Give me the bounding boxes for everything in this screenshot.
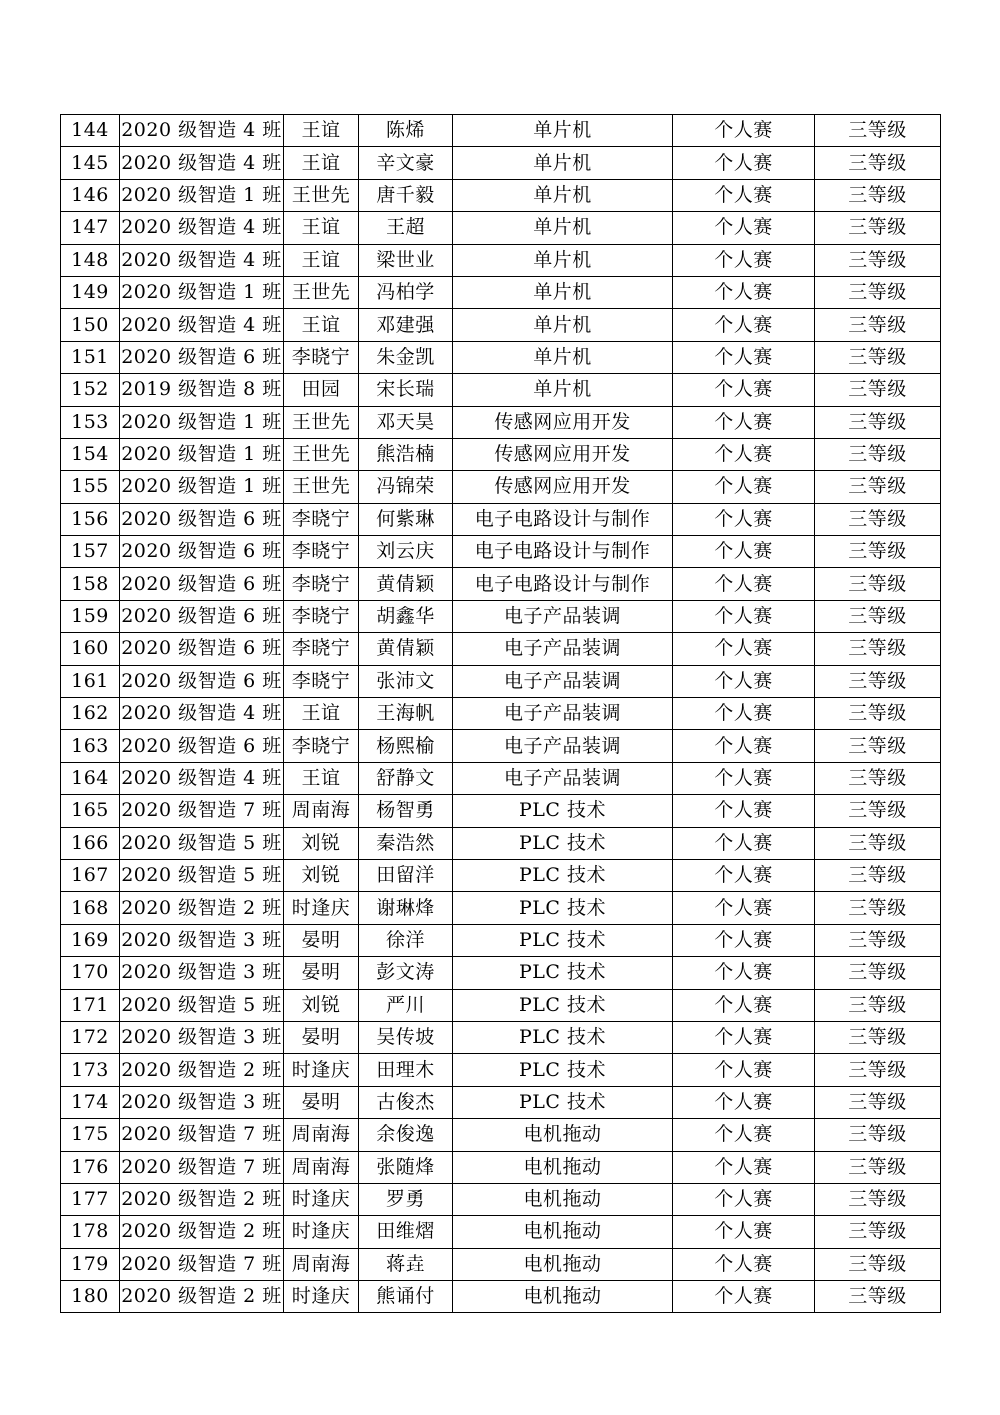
award-level-cell: 三等级: [815, 665, 941, 697]
competition-type-cell: 个人赛: [673, 276, 815, 308]
teacher-cell: 晏明: [284, 1021, 359, 1053]
table-row: [61, 503, 941, 535]
row-number-cell: 176: [61, 1151, 120, 1183]
row-number-cell: 167: [61, 859, 120, 891]
award-level-cell: 三等级: [815, 1119, 941, 1151]
class-cell: 2020 级智造 4 班: [120, 309, 284, 341]
student-name-cell: 刘云庆: [359, 536, 453, 568]
table-row: [61, 1216, 941, 1248]
table-row: [61, 633, 941, 665]
row-number-cell: 170: [61, 957, 120, 989]
student-name-cell: 田理木: [359, 1054, 453, 1086]
competition-type-cell: 个人赛: [673, 115, 815, 147]
event-cell: 电子产品装调: [453, 633, 673, 665]
competition-type-cell: 个人赛: [673, 1216, 815, 1248]
competition-type-cell: 个人赛: [673, 1054, 815, 1086]
event-cell: PLC 技术: [453, 859, 673, 891]
award-level-cell: 三等级: [815, 1281, 941, 1313]
award-level-cell: 三等级: [815, 179, 941, 211]
table-row: [61, 536, 941, 568]
student-name-cell: 邓建强: [359, 309, 453, 341]
teacher-cell: 王世先: [284, 406, 359, 438]
award-level-cell: 三等级: [815, 1021, 941, 1053]
competition-type-cell: 个人赛: [673, 924, 815, 956]
student-name-cell: 辛文豪: [359, 147, 453, 179]
event-cell: 电机拖动: [453, 1216, 673, 1248]
teacher-cell: 李晓宁: [284, 600, 359, 632]
competition-type-cell: 个人赛: [673, 212, 815, 244]
table-row: [61, 212, 941, 244]
class-cell: 2020 级智造 1 班: [120, 471, 284, 503]
row-number-cell: 171: [61, 989, 120, 1021]
award-level-cell: 三等级: [815, 212, 941, 244]
row-number-cell: 150: [61, 309, 120, 341]
student-name-cell: 陈烯: [359, 115, 453, 147]
event-cell: 电机拖动: [453, 1119, 673, 1151]
student-name-cell: 王海帆: [359, 698, 453, 730]
table-row: [61, 827, 941, 859]
table-row: [61, 374, 941, 406]
teacher-cell: 晏明: [284, 924, 359, 956]
table-row: [61, 438, 941, 470]
row-number-cell: 164: [61, 762, 120, 794]
table-row: [61, 115, 941, 147]
award-level-cell: 三等级: [815, 276, 941, 308]
row-number-cell: 151: [61, 341, 120, 373]
teacher-cell: 时逢庆: [284, 1183, 359, 1215]
competition-type-cell: 个人赛: [673, 179, 815, 211]
competition-type-cell: 个人赛: [673, 1021, 815, 1053]
teacher-cell: 时逢庆: [284, 1054, 359, 1086]
student-name-cell: 谢琳烽: [359, 892, 453, 924]
competition-type-cell: 个人赛: [673, 1086, 815, 1118]
event-cell: 传感网应用开发: [453, 438, 673, 470]
competition-type-cell: 个人赛: [673, 698, 815, 730]
competition-type-cell: 个人赛: [673, 665, 815, 697]
competition-type-cell: 个人赛: [673, 374, 815, 406]
teacher-cell: 周南海: [284, 1248, 359, 1280]
award-level-cell: 三等级: [815, 471, 941, 503]
teacher-cell: 晏明: [284, 1086, 359, 1118]
student-name-cell: 何紫琳: [359, 503, 453, 535]
competition-type-cell: 个人赛: [673, 989, 815, 1021]
class-cell: 2020 级智造 5 班: [120, 989, 284, 1021]
competition-type-cell: 个人赛: [673, 568, 815, 600]
competition-type-cell: 个人赛: [673, 633, 815, 665]
event-cell: 电子产品装调: [453, 698, 673, 730]
teacher-cell: 王谊: [284, 115, 359, 147]
award-level-cell: 三等级: [815, 795, 941, 827]
class-cell: 2020 级智造 2 班: [120, 1183, 284, 1215]
class-cell: 2020 级智造 7 班: [120, 1151, 284, 1183]
row-number-cell: 152: [61, 374, 120, 406]
award-level-cell: 三等级: [815, 924, 941, 956]
class-cell: 2020 级智造 2 班: [120, 892, 284, 924]
student-name-cell: 吴传坡: [359, 1021, 453, 1053]
competition-type-cell: 个人赛: [673, 341, 815, 373]
event-cell: 单片机: [453, 276, 673, 308]
class-cell: 2020 级智造 3 班: [120, 1021, 284, 1053]
teacher-cell: 周南海: [284, 1151, 359, 1183]
competition-type-cell: 个人赛: [673, 730, 815, 762]
row-number-cell: 162: [61, 698, 120, 730]
event-cell: 传感网应用开发: [453, 406, 673, 438]
table-row: [61, 309, 941, 341]
row-number-cell: 145: [61, 147, 120, 179]
row-number-cell: 166: [61, 827, 120, 859]
award-level-cell: 三等级: [815, 762, 941, 794]
row-number-cell: 177: [61, 1183, 120, 1215]
student-name-cell: 王超: [359, 212, 453, 244]
competition-type-cell: 个人赛: [673, 147, 815, 179]
award-level-cell: 三等级: [815, 536, 941, 568]
event-cell: 电子电路设计与制作: [453, 503, 673, 535]
student-name-cell: 罗勇: [359, 1183, 453, 1215]
table-row: [61, 1086, 941, 1118]
row-number-cell: 179: [61, 1248, 120, 1280]
table-row: [61, 1119, 941, 1151]
award-level-cell: 三等级: [815, 568, 941, 600]
row-number-cell: 168: [61, 892, 120, 924]
teacher-cell: 李晓宁: [284, 568, 359, 600]
student-name-cell: 熊诵付: [359, 1281, 453, 1313]
student-name-cell: 熊浩楠: [359, 438, 453, 470]
award-level-cell: 三等级: [815, 827, 941, 859]
competition-type-cell: 个人赛: [673, 795, 815, 827]
teacher-cell: 周南海: [284, 1119, 359, 1151]
event-cell: 单片机: [453, 244, 673, 276]
event-cell: 单片机: [453, 147, 673, 179]
event-cell: 单片机: [453, 309, 673, 341]
row-number-cell: 175: [61, 1119, 120, 1151]
teacher-cell: 王谊: [284, 212, 359, 244]
event-cell: 单片机: [453, 212, 673, 244]
student-name-cell: 张随烽: [359, 1151, 453, 1183]
row-number-cell: 165: [61, 795, 120, 827]
award-level-cell: 三等级: [815, 989, 941, 1021]
award-level-cell: 三等级: [815, 1216, 941, 1248]
table-row: [61, 600, 941, 632]
student-name-cell: 胡鑫华: [359, 600, 453, 632]
table-row: [61, 1021, 941, 1053]
award-level-cell: 三等级: [815, 374, 941, 406]
event-cell: PLC 技术: [453, 827, 673, 859]
student-name-cell: 蒋垚: [359, 1248, 453, 1280]
teacher-cell: 王谊: [284, 309, 359, 341]
event-cell: PLC 技术: [453, 1054, 673, 1086]
class-cell: 2020 级智造 3 班: [120, 924, 284, 956]
row-number-cell: 153: [61, 406, 120, 438]
competition-type-cell: 个人赛: [673, 503, 815, 535]
teacher-cell: 王世先: [284, 179, 359, 211]
event-cell: 电机拖动: [453, 1248, 673, 1280]
teacher-cell: 刘锐: [284, 827, 359, 859]
class-cell: 2020 级智造 4 班: [120, 698, 284, 730]
student-name-cell: 古俊杰: [359, 1086, 453, 1118]
competition-type-cell: 个人赛: [673, 471, 815, 503]
award-level-cell: 三等级: [815, 730, 941, 762]
table-row: [61, 244, 941, 276]
award-level-cell: 三等级: [815, 438, 941, 470]
student-name-cell: 徐洋: [359, 924, 453, 956]
teacher-cell: 王世先: [284, 276, 359, 308]
class-cell: 2020 级智造 1 班: [120, 179, 284, 211]
award-level-cell: 三等级: [815, 115, 941, 147]
table-row: [61, 892, 941, 924]
award-level-cell: 三等级: [815, 406, 941, 438]
class-cell: 2020 级智造 6 班: [120, 341, 284, 373]
row-number-cell: 144: [61, 115, 120, 147]
row-number-cell: 157: [61, 536, 120, 568]
table-row: [61, 471, 941, 503]
table-row: [61, 406, 941, 438]
student-name-cell: 黄倩颖: [359, 633, 453, 665]
class-cell: 2020 级智造 7 班: [120, 1248, 284, 1280]
teacher-cell: 王世先: [284, 438, 359, 470]
event-cell: 单片机: [453, 374, 673, 406]
class-cell: 2020 级智造 3 班: [120, 957, 284, 989]
student-name-cell: 黄倩颖: [359, 568, 453, 600]
table-row: [61, 147, 941, 179]
student-name-cell: 严川: [359, 989, 453, 1021]
class-cell: 2020 级智造 6 班: [120, 568, 284, 600]
row-number-cell: 148: [61, 244, 120, 276]
class-cell: 2020 级智造 4 班: [120, 147, 284, 179]
class-cell: 2020 级智造 6 班: [120, 600, 284, 632]
teacher-cell: 时逢庆: [284, 1216, 359, 1248]
competition-type-cell: 个人赛: [673, 892, 815, 924]
row-number-cell: 174: [61, 1086, 120, 1118]
table-row: [61, 859, 941, 891]
student-name-cell: 田维熠: [359, 1216, 453, 1248]
competition-type-cell: 个人赛: [673, 1119, 815, 1151]
award-level-cell: 三等级: [815, 957, 941, 989]
competition-type-cell: 个人赛: [673, 957, 815, 989]
class-cell: 2020 级智造 4 班: [120, 762, 284, 794]
teacher-cell: 晏明: [284, 957, 359, 989]
table-row: [61, 568, 941, 600]
student-name-cell: 朱金凯: [359, 341, 453, 373]
award-level-cell: 三等级: [815, 341, 941, 373]
class-cell: 2020 级智造 6 班: [120, 633, 284, 665]
event-cell: 电子电路设计与制作: [453, 568, 673, 600]
award-level-cell: 三等级: [815, 244, 941, 276]
class-cell: 2020 级智造 6 班: [120, 665, 284, 697]
teacher-cell: 刘锐: [284, 859, 359, 891]
award-level-cell: 三等级: [815, 633, 941, 665]
student-name-cell: 秦浩然: [359, 827, 453, 859]
class-cell: 2020 级智造 7 班: [120, 795, 284, 827]
competition-type-cell: 个人赛: [673, 244, 815, 276]
event-cell: 单片机: [453, 179, 673, 211]
row-number-cell: 147: [61, 212, 120, 244]
teacher-cell: 李晓宁: [284, 503, 359, 535]
award-level-cell: 三等级: [815, 503, 941, 535]
row-number-cell: 180: [61, 1281, 120, 1313]
event-cell: 单片机: [453, 341, 673, 373]
event-cell: PLC 技术: [453, 795, 673, 827]
class-cell: 2020 级智造 3 班: [120, 1086, 284, 1118]
row-number-cell: 155: [61, 471, 120, 503]
award-level-cell: 三等级: [815, 698, 941, 730]
class-cell: 2020 级智造 2 班: [120, 1216, 284, 1248]
competition-type-cell: 个人赛: [673, 1248, 815, 1280]
table-row: [61, 1054, 941, 1086]
event-cell: 电子电路设计与制作: [453, 536, 673, 568]
class-cell: 2020 级智造 6 班: [120, 730, 284, 762]
teacher-cell: 田园: [284, 374, 359, 406]
class-cell: 2020 级智造 5 班: [120, 827, 284, 859]
row-number-cell: 146: [61, 179, 120, 211]
student-name-cell: 杨熙榆: [359, 730, 453, 762]
student-name-cell: 梁世业: [359, 244, 453, 276]
student-name-cell: 杨智勇: [359, 795, 453, 827]
table-row: [61, 341, 941, 373]
student-name-cell: 舒静文: [359, 762, 453, 794]
student-name-cell: 宋长瑞: [359, 374, 453, 406]
class-cell: 2020 级智造 1 班: [120, 406, 284, 438]
row-number-cell: 169: [61, 924, 120, 956]
award-level-cell: 三等级: [815, 892, 941, 924]
event-cell: 传感网应用开发: [453, 471, 673, 503]
table-row: [61, 730, 941, 762]
row-number-cell: 163: [61, 730, 120, 762]
event-cell: 电子产品装调: [453, 665, 673, 697]
competition-type-cell: 个人赛: [673, 762, 815, 794]
award-level-cell: 三等级: [815, 1086, 941, 1118]
student-name-cell: 冯锦荣: [359, 471, 453, 503]
competition-type-cell: 个人赛: [673, 1183, 815, 1215]
event-cell: 电机拖动: [453, 1151, 673, 1183]
teacher-cell: 王谊: [284, 698, 359, 730]
row-number-cell: 178: [61, 1216, 120, 1248]
class-cell: 2019 级智造 8 班: [120, 374, 284, 406]
student-name-cell: 彭文涛: [359, 957, 453, 989]
class-cell: 2020 级智造 4 班: [120, 244, 284, 276]
student-name-cell: 田留洋: [359, 859, 453, 891]
table-row: [61, 665, 941, 697]
competition-type-cell: 个人赛: [673, 309, 815, 341]
class-cell: 2020 级智造 2 班: [120, 1054, 284, 1086]
competition-type-cell: 个人赛: [673, 827, 815, 859]
event-cell: 电子产品装调: [453, 730, 673, 762]
competition-type-cell: 个人赛: [673, 1151, 815, 1183]
event-cell: 电子产品装调: [453, 762, 673, 794]
student-name-cell: 余俊逸: [359, 1119, 453, 1151]
results-table-body: [61, 115, 941, 1313]
teacher-cell: 王谊: [284, 762, 359, 794]
class-cell: 2020 级智造 6 班: [120, 503, 284, 535]
teacher-cell: 李晓宁: [284, 536, 359, 568]
event-cell: PLC 技术: [453, 924, 673, 956]
table-row: [61, 698, 941, 730]
teacher-cell: 王谊: [284, 147, 359, 179]
teacher-cell: 时逢庆: [284, 892, 359, 924]
award-level-cell: 三等级: [815, 309, 941, 341]
table-row: [61, 179, 941, 211]
award-level-cell: 三等级: [815, 1248, 941, 1280]
class-cell: 2020 级智造 6 班: [120, 536, 284, 568]
teacher-cell: 李晓宁: [284, 633, 359, 665]
student-name-cell: 冯柏学: [359, 276, 453, 308]
table-row: [61, 276, 941, 308]
teacher-cell: 李晓宁: [284, 730, 359, 762]
event-cell: PLC 技术: [453, 892, 673, 924]
teacher-cell: 李晓宁: [284, 665, 359, 697]
teacher-cell: 周南海: [284, 795, 359, 827]
competition-type-cell: 个人赛: [673, 438, 815, 470]
competition-type-cell: 个人赛: [673, 1281, 815, 1313]
competition-type-cell: 个人赛: [673, 600, 815, 632]
table-row: [61, 957, 941, 989]
table-row: [61, 1281, 941, 1313]
event-cell: PLC 技术: [453, 989, 673, 1021]
event-cell: PLC 技术: [453, 957, 673, 989]
event-cell: 单片机: [453, 115, 673, 147]
teacher-cell: 王世先: [284, 471, 359, 503]
student-name-cell: 邓天昊: [359, 406, 453, 438]
event-cell: PLC 技术: [453, 1021, 673, 1053]
table-row: [61, 924, 941, 956]
table-row: [61, 1183, 941, 1215]
results-table: [60, 114, 941, 1313]
event-cell: PLC 技术: [453, 1086, 673, 1118]
student-name-cell: 唐千毅: [359, 179, 453, 211]
table-row: [61, 795, 941, 827]
competition-type-cell: 个人赛: [673, 406, 815, 438]
class-cell: 2020 级智造 1 班: [120, 438, 284, 470]
table-row: [61, 1151, 941, 1183]
table-row: [61, 989, 941, 1021]
competition-type-cell: 个人赛: [673, 859, 815, 891]
class-cell: 2020 级智造 4 班: [120, 115, 284, 147]
teacher-cell: 王谊: [284, 244, 359, 276]
award-level-cell: 三等级: [815, 1151, 941, 1183]
event-cell: 电机拖动: [453, 1281, 673, 1313]
award-level-cell: 三等级: [815, 147, 941, 179]
teacher-cell: 时逢庆: [284, 1281, 359, 1313]
row-number-cell: 161: [61, 665, 120, 697]
class-cell: 2020 级智造 1 班: [120, 276, 284, 308]
teacher-cell: 李晓宁: [284, 341, 359, 373]
event-cell: 电机拖动: [453, 1183, 673, 1215]
class-cell: 2020 级智造 2 班: [120, 1281, 284, 1313]
row-number-cell: 158: [61, 568, 120, 600]
row-number-cell: 172: [61, 1021, 120, 1053]
class-cell: 2020 级智造 4 班: [120, 212, 284, 244]
row-number-cell: 159: [61, 600, 120, 632]
row-number-cell: 149: [61, 276, 120, 308]
award-level-cell: 三等级: [815, 600, 941, 632]
row-number-cell: 173: [61, 1054, 120, 1086]
award-level-cell: 三等级: [815, 1054, 941, 1086]
table-row: [61, 1248, 941, 1280]
student-name-cell: 张沛文: [359, 665, 453, 697]
teacher-cell: 刘锐: [284, 989, 359, 1021]
row-number-cell: 160: [61, 633, 120, 665]
competition-type-cell: 个人赛: [673, 536, 815, 568]
table-row: [61, 762, 941, 794]
class-cell: 2020 级智造 7 班: [120, 1119, 284, 1151]
award-level-cell: 三等级: [815, 1183, 941, 1215]
class-cell: 2020 级智造 5 班: [120, 859, 284, 891]
event-cell: 电子产品装调: [453, 600, 673, 632]
row-number-cell: 154: [61, 438, 120, 470]
row-number-cell: 156: [61, 503, 120, 535]
award-level-cell: 三等级: [815, 859, 941, 891]
